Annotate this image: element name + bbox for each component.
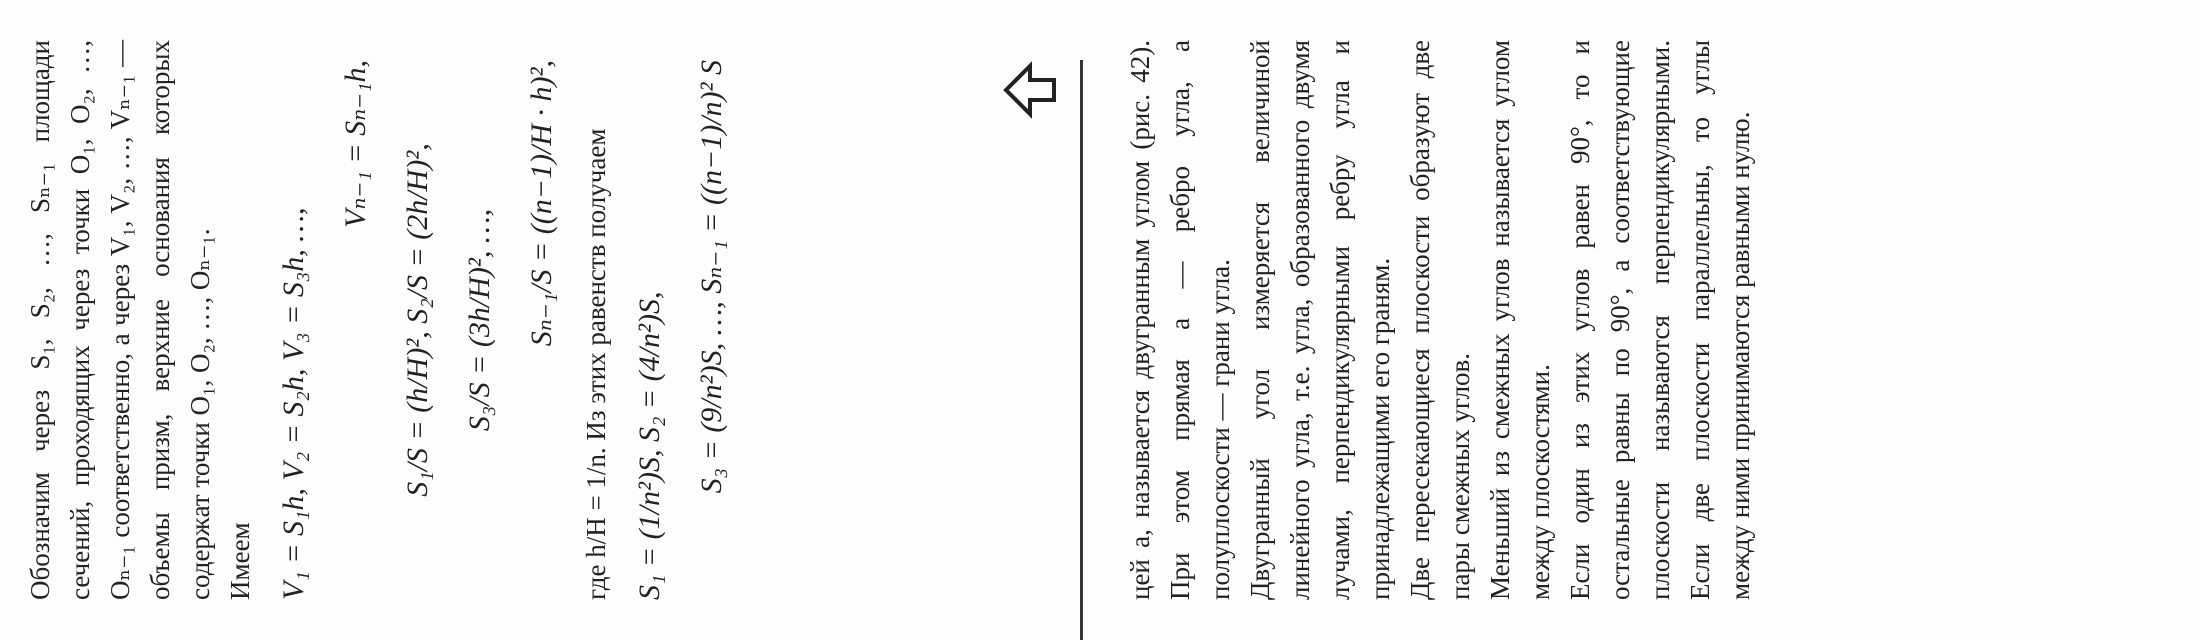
paragraph-angle-between-planes: Меньший из смежных углов называется углом между плоскостями.: [1485, 40, 1555, 600]
paragraph-perpendicular-planes: Если один из этих углов равен 90°, то и остальные равны по 90°, а соответствующие плоскости называются перпендикулярными. Если две плоскости параллельны, то углы между ними принимаются равными нулю.: [1565, 40, 1755, 600]
equation-vn: Vₙ₋₁ = Sₙ₋₁h,: [339, 60, 372, 228]
equation-ratio-n: Sₙ₋₁/S = ((n−1)/H · h)²,: [525, 60, 558, 347]
arrow-up-outline-icon: [1000, 60, 1060, 120]
imeem-label: Имеем: [225, 522, 255, 600]
paragraph-dihedral-measure: Двугранный угол измеряется величиной линейного угла, т.е. угла, образованного двумя лучами, перпендикулярными ребру угла и принадлежащими его граням.: [1245, 40, 1395, 600]
equation-ratio-1-2: S₁/S = (h/H)², S₂/S = (2h/H)²,: [401, 143, 434, 497]
paragraph-dihedral-definition: цей a, называется двугранным углом (рис. 42). При этом прямая a — ребро угла, а полуплоскости — грани угла.: [1125, 40, 1235, 600]
column-divider: [1080, 60, 1083, 640]
equation-ratio-3: S₃/S = (3h/H)², …,: [463, 208, 496, 432]
paragraph-notation: Обозначим через S₁, S₂, …, Sₙ₋₁ площади сечений, проходящих через точки O₁, O₂, …, Oₙ₋₁ соответственно, а через V₁, V₂, …, Vₙ₋₁ — объемы призм, верхние основания которых содержат точки O₁, O₂, …, Oₙ₋₁.: [25, 40, 215, 600]
equation-volumes: V₁ = S₁h, V₂ = S₂h, V₃ = S₃h, …,: [277, 207, 310, 600]
equation-s1-s2: S₁ = (1/n²)S, S₂ = (4/n²)S,: [633, 291, 666, 600]
paragraph-intersecting-planes: Две пересекающиеся плоскости образуют две пары смежных углов.: [1405, 40, 1475, 600]
equation-s3-sn: S₃ = (9/n²)S, …, Sₙ₋₁ = ((n−1)/n)² S: [695, 60, 728, 494]
left-text-column: [20, 40, 746, 600]
right-text-column: [1120, 40, 1760, 600]
paragraph-where: где h/H = 1/n. Из этих равенств получаем: [581, 128, 611, 600]
